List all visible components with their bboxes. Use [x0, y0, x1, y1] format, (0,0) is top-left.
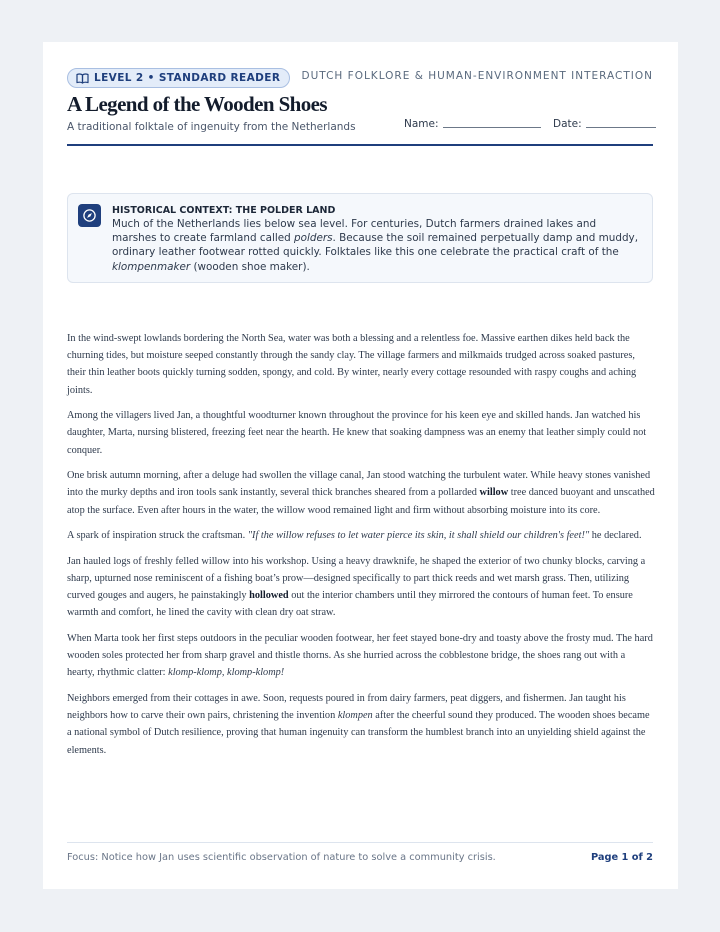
subject-label: DUTCH FOLKLORE & HUMAN-ENVIRONMENT INTERACTION: [301, 70, 653, 82]
focus-note: Focus: Notice how Jan uses scientific observation of nature to solve a community crisis.: [67, 852, 496, 863]
badge-label: LEVEL 2 • STANDARD READER: [94, 72, 281, 84]
worksheet-page: [43, 42, 678, 889]
page-subtitle: A traditional folktale of ingenuity from the Netherlands: [67, 121, 356, 133]
name-write-line[interactable]: [443, 117, 541, 128]
name-field[interactable]: [404, 117, 541, 130]
story-paragraph: A spark of inspiration struck the craftsman. "If the willow refuses to let water pierce its skin, it shall shield our children's feet!" he declared.: [67, 530, 642, 542]
story-paragraph: Neighbors emerged from their cottages in awe. Soon, requests poured in from dairy farmers, peat diggers, and fishermen. Jan taught his neighbors how to carve their own pairs, christening the invention klompen after the cheerful sound they produced. The wooden shoes became a national symbol of Dutch resilience, proving that human ingenuity can transform the humblest branch into an unyielding shield against the elements.: [67, 693, 650, 756]
date-label: Date:: [553, 118, 582, 130]
book-open-icon: [76, 73, 89, 84]
page-number: Page 1 of 2: [590, 852, 653, 863]
page-title: A Legend of the Wooden Shoes: [67, 92, 327, 116]
story-paragraph: One brisk autumn morning, after a deluge had swollen the village canal, Jan stood watching the turbulent water. While heavy stones vanished into the murky depths and iron tools sank instantly, several thick branches sheared from a pollarded willow tree danced buoyant and unscathed atop the surface. Even after hours in the water, the willow wood remained light and firm without absorbing moisture into its core.: [67, 470, 655, 516]
reading-level-badge: [67, 68, 290, 88]
story-paragraph: Among the villagers lived Jan, a thoughtful woodturner known throughout the province for his keen eye and skilled hands. Jan watched his daughter, Marta, nursing blistered, freezing feet near the hearth. He knew that soaking dampness was an enemy that leather simply could not conquer.: [67, 410, 647, 456]
story-body: [67, 330, 655, 767]
compass-icon: [78, 204, 101, 227]
date-field[interactable]: [553, 117, 656, 130]
story-paragraph: When Marta took her first steps outdoors in the peculiar wooden footwear, her feet stayed bone-dry and toasty above the frosty mud. The hard wooden soles protected her from sharp gravel and thistle thorns. As she hurried across the cobblestone bridge, the shoes rang out with a hearty, rhythmic clatter: klomp-klomp, klomp-klomp!: [67, 633, 653, 679]
context-title: HISTORICAL CONTEXT: THE POLDER LAND: [112, 205, 336, 216]
footer-divider: [67, 842, 653, 843]
historical-context-box: [67, 193, 653, 283]
story-paragraph: In the wind-swept lowlands bordering the North Sea, water was both a blessing and a relentless foe. Massive earthen dikes held back the churning tides, but moisture seeped constantly through the sandy clay. The village farmers and milkmaids trudged across soaked pastures, their thin leather boots quickly turning sodden, spongy, and cold. By winter, nearly every cottage resounded with raspy coughs and aching joints.: [67, 333, 637, 396]
header-divider: [67, 144, 653, 146]
context-body: Much of the Netherlands lies below sea level. For centuries, Dutch farmers drained lakes and marshes to create farmland called polders. Because the soil remained perpetually damp and muddy, ordinary leather footwear rotted quickly. Folktales like this one celebrate the practical craft of the klompenmaker (wooden shoe maker).: [112, 218, 639, 273]
name-label: Name:: [404, 118, 439, 130]
date-write-line[interactable]: [586, 117, 656, 128]
story-paragraph: Jan hauled logs of freshly felled willow into his workshop. Using a heavy drawknife, he shaped the exterior of two chunky blocks, carving a sharp, upturned nose reminiscent of a fishing boat’s prow—designed specifically to part thick reeds and wet marsh grass. Then, utilizing curved gouges and augers, he painstakingly hollowed out the interior chambers until they mirrored the contours of human feet. To ensure warmth and comfort, he lined the cavity with clean dry oat straw.: [67, 555, 646, 619]
